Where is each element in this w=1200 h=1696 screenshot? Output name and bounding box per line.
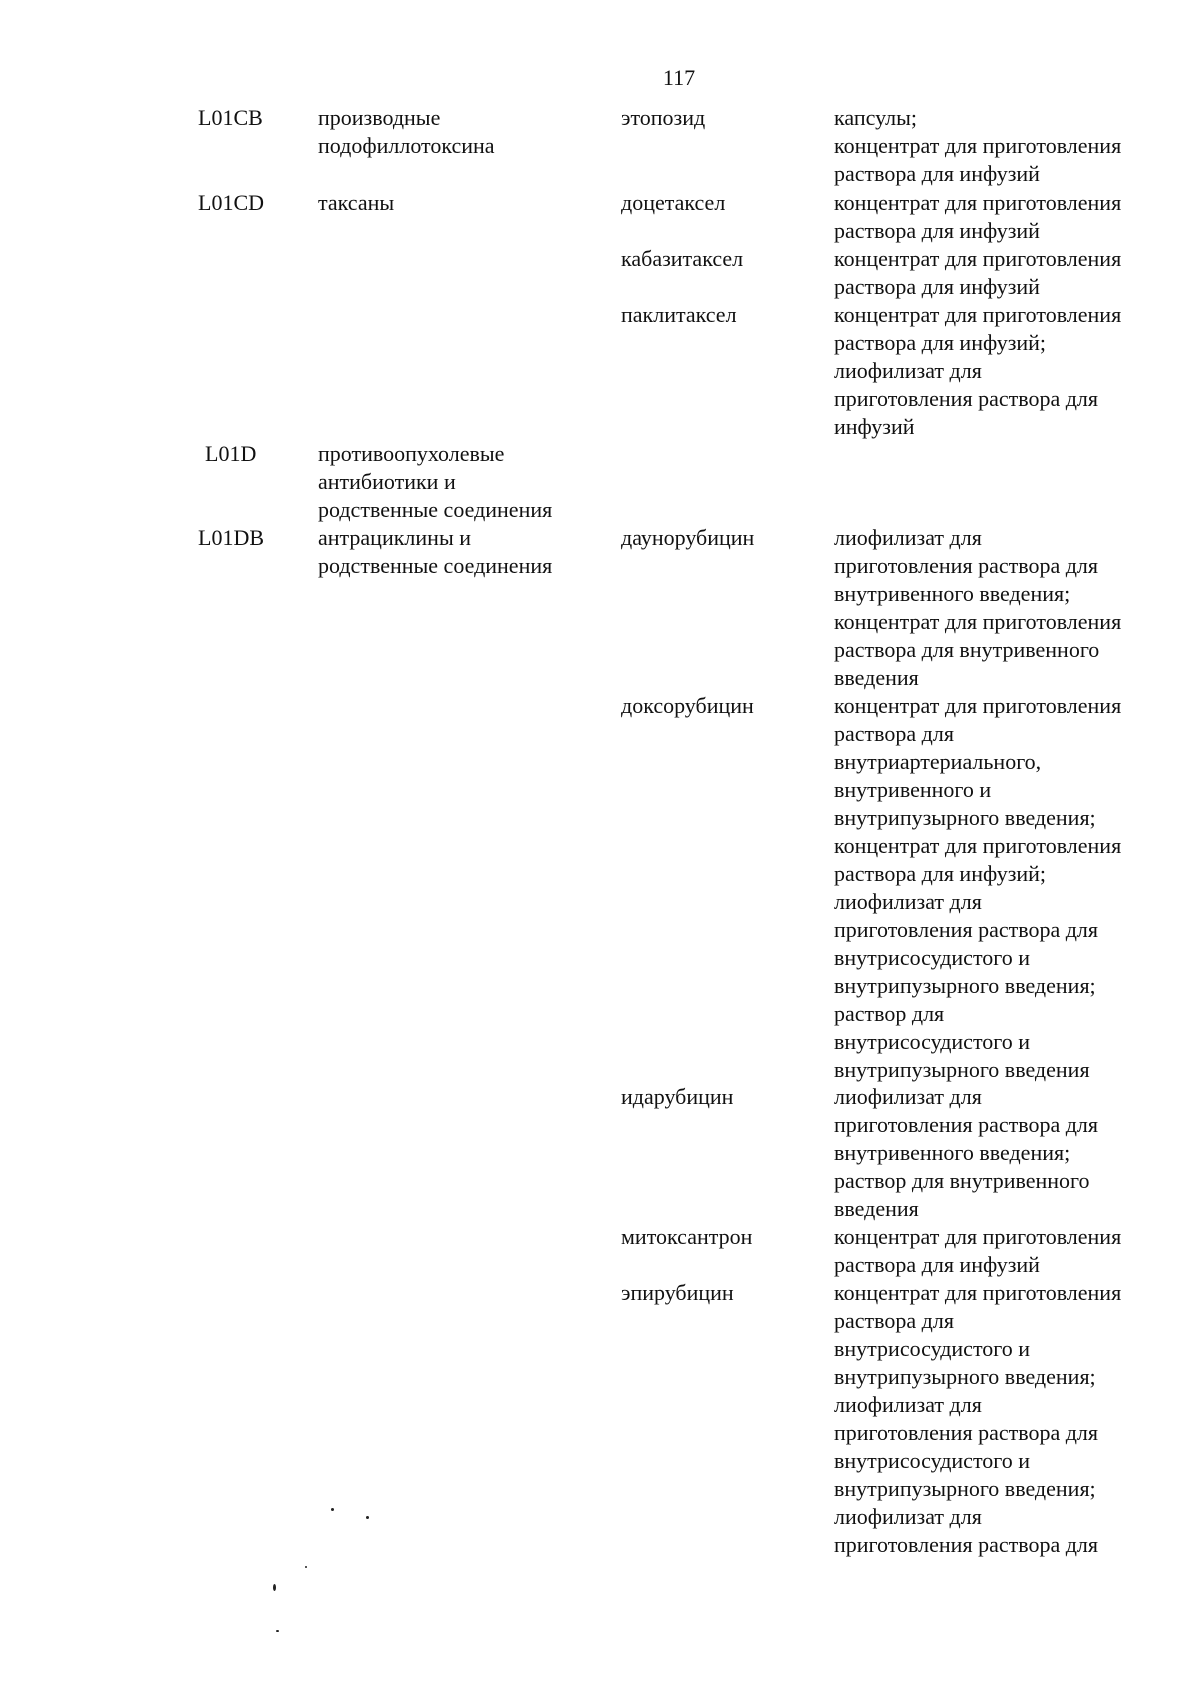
drug-name: митоксантрон — [621, 1224, 753, 1249]
atc-code: L01D — [205, 441, 257, 466]
dosage-forms: капсулы; концентрат для приготовления раствора для инфузий — [834, 105, 1122, 186]
atc-code: L01CB — [198, 105, 263, 130]
group-name: противоопухолевые антибиотики и родственные соединения — [318, 441, 553, 522]
drug-name: доцетаксел — [621, 190, 726, 215]
drug-name: эпирубицин — [621, 1280, 734, 1305]
dosage-forms: концентрат для приготовления раствора для инфузий; лиофилизат для приготовления раствора для инфузий — [834, 302, 1122, 439]
dosage-forms: концентрат для приготовления раствора для внутриартериального, внутривенного и внутрипузырного введения; концентрат для приготовления раствора для инфузий; лиофилизат для приготовления раствора для внутрисосудистого и внутрипузырного введения; раствор для внутрисосудистого и внутрипузырного введения — [834, 693, 1122, 1082]
dosage-forms: лиофилизат для приготовления раствора для внутривенного введения; концентрат для приготовления раствора для внутривенного введения — [834, 525, 1122, 690]
drug-name: этопозид — [621, 105, 706, 130]
scan-speck — [273, 1584, 276, 1591]
dosage-forms: лиофилизат для приготовления раствора для внутривенного введения; раствор для внутривенного введения — [834, 1084, 1098, 1221]
page-number: 117 — [662, 65, 696, 90]
group-name: производные подофиллотоксина — [318, 105, 495, 158]
atc-code: L01DB — [198, 525, 264, 550]
drug-name: идарубицин — [621, 1084, 734, 1109]
drug-name: даунорубицин — [621, 525, 755, 550]
drug-name: доксорубицин — [621, 693, 754, 718]
atc-code: L01CD — [198, 190, 264, 215]
scan-speck — [276, 1630, 279, 1632]
dosage-forms: концентрат для приготовления раствора для внутрисосудистого и внутрипузырного введения; лиофилизат для приготовления раствора для внутрисосудистого и внутрипузырного введения; лиофилизат для приготовления раствора для — [834, 1280, 1122, 1557]
dosage-forms: концентрат для приготовления раствора для инфузий — [834, 190, 1122, 243]
drug-name: паклитаксел — [621, 302, 737, 327]
drug-name: кабазитаксел — [621, 246, 744, 271]
scan-speck — [366, 1516, 369, 1519]
dosage-forms: концентрат для приготовления раствора для инфузий — [834, 246, 1122, 299]
scan-speck — [331, 1508, 334, 1511]
group-name: антрациклины и родственные соединения — [318, 525, 553, 578]
dosage-forms: концентрат для приготовления раствора для инфузий — [834, 1224, 1122, 1277]
scan-speck — [305, 1566, 307, 1568]
group-name: таксаны — [318, 190, 395, 215]
